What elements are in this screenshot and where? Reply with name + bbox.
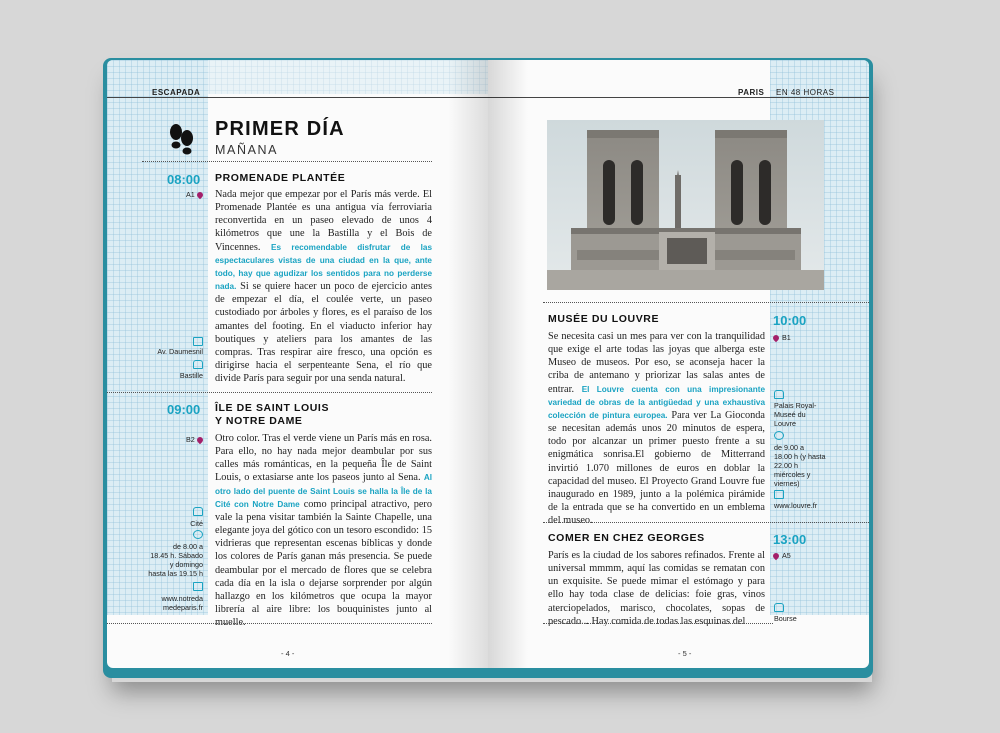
entry-body: París es la ciudad de los sabores refinados. Frente al universal mmmm, aquí las comidas se rematan con un exquisite. Se puede mimar el estómago y para ello hay toda clase de delicias: foie gras, vinos aterciopelados, marisco, chocolates, sopas de pescado... Hay comida de todas las esquinas del	[548, 550, 765, 626]
map-icon	[193, 337, 203, 346]
clock-icon	[774, 431, 784, 440]
dotted-divider	[543, 302, 869, 303]
map-pin-icon	[196, 436, 204, 444]
time-label: 09:00	[167, 402, 201, 417]
entry-body: Se necesita casi un mes para ver con la tranquilidad que exige el arte todas las joyas que alberga este Museo de museos. Por eso, se aconseja hacer la criba de antemano y priorizar las salas antes de entrar. El Louvre cuenta con una impresionante variedad de obras de la antigüedad y una exhaustiva colección de pintura europea. Para ver La Gioconda se necesitan además unos 20 minutos de espera, todo por alcanzar un primer puesto frente a su enigmática sonrisa.El gobierno de Mitterrand invirtió 1.070 millones de euros en doblar la capacidad del museo. El Proyecto Grand Louvre fue inaugurado en 1989, junto a la polémica pirámide de la entrada que se ha convertido en un emblema del museo.	[548, 331, 765, 527]
page-number: - 5 -	[678, 649, 692, 658]
clock-icon	[193, 530, 203, 539]
notre-dame-photo	[547, 120, 824, 290]
map-pin-icon	[772, 334, 780, 342]
entry-body: Otro color. Tras el verde viene un París más en rosa. Para ello, no hay nada mejor deambular por sus calles más románticas, en la pequeña Île de Saint Louis, o extasiarse ante los paseos junto al Sena. Al otro lado del puente de Saint Louis se halla la Île de la Cité con Notre Dame como principal atractivo, pero vale la pena visitar también la Sainte Chapelle, una elegante joya del gótico con un tesoro escondido: 15 vidrieras que representan escenas bíblicas y donde los colores de París ganan más presencia. Se puede deambular por el mercado de flores que se celebra cada día en la isla o dejarse sorprender por algún hallazgo en los kilómetros que ocupa la mayor librería al aire libre: los bouquinistes junto al muelle.	[215, 433, 433, 629]
dotted-divider	[107, 623, 432, 624]
running-header-sub: EN 48 HORAS	[776, 88, 835, 97]
side-web: www.louvre.fr	[774, 501, 818, 510]
header-rule	[107, 97, 488, 98]
map-pin-icon	[196, 191, 204, 199]
map-ref: B1	[773, 333, 791, 342]
dotted-divider	[543, 623, 773, 624]
map-ref: A5	[773, 551, 791, 560]
side-hours: de 9.00 a 18.00 h (y hasta 22.00 h miércoles y viernes)	[774, 443, 826, 488]
entry-body: Nada mejor que empezar por el París más verde. El Promenade Plantée es una antigua vía ferroviaria reconvertida en un paseo elevado de unos 4 kilómetros que une la Bastilla y el Bois de Vincennes. Es recomendable disfrutar de las espectaculares vistas de una ciudad en la que, ante todo, hay que agudizar los sentidos para no perderse nada. Si se quiere hacer un poco de ejercicio antes de empezar el día, el coulée verte, un paseo custodiado por árboles y flores, es el paraíso de los amantes del footing. En el viaducto inferior hay boutiques y ateliers para los amantes de las compras. Tras respirar aire fresco, una opción es dirigirse hacia el serpenteante Sena, el río que divide París para seguir por una senda natural.	[215, 189, 433, 385]
entry-title: PROMENADE PLANTÉE	[215, 172, 346, 184]
page-number: - 4 -	[281, 649, 295, 658]
metro-icon	[774, 603, 784, 612]
time-label: 08:00	[167, 172, 201, 187]
side-metro: Palais Royal- Museé du Louvre	[774, 401, 817, 428]
side-metro: Cité	[190, 519, 203, 528]
dotted-divider	[142, 161, 432, 162]
computer-icon	[193, 582, 203, 591]
side-address: Av. Daumesnil	[157, 347, 203, 356]
side-metro: Bourse	[774, 614, 797, 623]
computer-icon	[774, 490, 784, 499]
metro-icon	[193, 507, 203, 516]
header-rule	[488, 97, 869, 98]
entry-title: ÎLE DE SAINT LOUIS Y NOTRE DAME	[215, 402, 330, 427]
map-ref: B2	[186, 435, 203, 444]
dotted-divider	[543, 522, 869, 523]
footprints-icon	[167, 122, 195, 156]
section-subtitle: MAÑANA	[215, 143, 279, 157]
running-header: ESCAPADA	[152, 88, 201, 97]
running-header-city: PARIS	[738, 88, 765, 97]
dotted-divider	[107, 392, 432, 393]
metro-icon	[774, 390, 784, 399]
highlight-text: El Louvre cuenta con una impresionante variedad de obras de la antigüedad y una exhaustiva colección de pintura europea.	[548, 384, 765, 420]
metro-icon	[193, 360, 203, 369]
time-label: 13:00	[773, 532, 807, 547]
time-label: 10:00	[773, 313, 807, 328]
map-pin-icon	[772, 552, 780, 560]
highlight-text: Es recomendable disfrutar de las espectaculares vistas de una ciudad en la que, ante todo, hay que agudizar los sentidos para no perderse nada.	[215, 242, 432, 292]
side-web: www.notreda medeparis.fr	[161, 594, 203, 612]
map-ref: A1	[186, 190, 203, 199]
right-page	[488, 60, 869, 668]
entry-title: MUSÉE DU LOUVRE	[548, 313, 660, 325]
section-title: PRIMER DÍA	[215, 118, 345, 140]
side-hours: de 8.00 a 18.45 h. Sábado y domingo hasta las 19.15 h	[148, 542, 203, 578]
left-page	[107, 60, 488, 668]
side-metro: Bastille	[179, 371, 203, 380]
highlight-text: Al otro lado del puente de Saint Louis se halla la Île de la Cité con Notre Dame	[215, 473, 432, 509]
entry-title: COMER EN CHEZ GEORGES	[548, 532, 705, 544]
